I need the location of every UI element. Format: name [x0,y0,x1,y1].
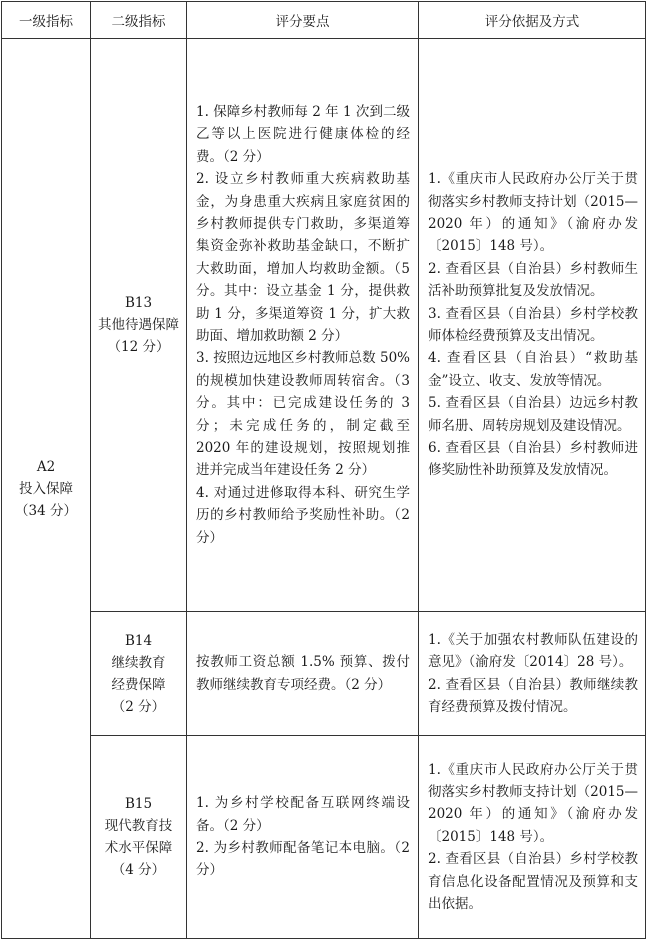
b13-basis-1: 1.《重庆市人民政府办公厅关于贯彻落实乡村教师支持计划（2015—2020 年）的通知》（渝府办发〔2015〕148 号）。 [428,171,638,255]
b13-point-2: 2. 设立乡村教师重大疾病救助基金，为身患重大疾病且家庭贫困的乡村教师提供专门救助，多渠道筹集资金弥补救助基金缺口，不断扩大救助面，增加人均救助金额。（5 分。其中：设立基金 1 分，提供救助 1 分，多渠道筹资 1 分，扩大救助面、增加救助额 2 分） [196,171,410,344]
b15-basis-2: 2. 查看区县（自治县）乡村学校教育信息化设备配置情况及预算和支出依据。 [428,851,638,913]
b15-point-2: 2. 为乡村教师配备笔记本电脑。（2 分） [196,840,410,879]
b14-name-line-2: 经费保障 [111,676,166,693]
header-scoring-points: 评分要点 [187,2,419,39]
b13-point-1: 1. 保障乡村教师每 2 年 1 次到二级乙等以上医院进行健康体检的经费。（2 分） [196,103,410,165]
secondary-indicator-b15 [91,736,187,939]
b15-name-line-2: 术水平保障 [104,840,173,856]
b15-basis-1: 1.《重庆市人民政府办公厅关于贯彻落实乡村教师支持计划（2015—2020 年）的通知》（渝府办发〔2015〕148 号）。 [428,761,638,845]
header-scoring-basis: 评分依据及方式 [419,2,646,39]
header-primary-indicator: 一级指标 [2,2,91,39]
evaluation-table [1,1,646,939]
b15-name-line-1: 现代教育技 [104,818,173,834]
b13-scoring-basis [419,39,646,612]
a2-code: A2 [36,458,56,475]
b14-scoring-points [187,612,419,736]
b15-point-1: 1. 为乡村学校配备互联网终端设备。（2 分） [196,795,410,834]
table-row-b14 [2,612,646,736]
b13-basis-5: 5. 查看区县（自治县）边远乡村教师名册、周转房规划及建设情况。 [428,395,638,434]
b14-score: （2 分） [111,698,166,715]
b14-point-1: 按教师工资总额 1.5% 预算、拨付教师继续教育专项经费。（2 分） [196,654,410,693]
b15-score: （4 分） [111,862,166,878]
b13-basis-3: 3. 查看区县（自治县）乡村学校教师体检经费预算及支出情况。 [428,305,638,344]
b13-basis-6: 6. 查看区县（自治县）乡村教师进修奖励性补助预算及发放情况。 [428,440,638,479]
b13-basis-4: 4. 查看区县（自治县）“救助基金”设立、收支、发放等情况。 [428,350,638,389]
b15-scoring-basis [419,736,646,939]
b13-score: （12 分） [107,339,170,355]
a2-name: 投入保障 [19,480,73,497]
header-secondary-indicator: 二级指标 [91,2,187,39]
primary-indicator-a2 [2,39,91,939]
b14-name-line-1: 继续教育 [111,654,166,671]
table-row-b13 [2,39,646,612]
b13-name: 其他待遇保障 [98,317,179,333]
header-row [2,2,646,39]
b14-scoring-basis [419,612,646,736]
b13-point-3: 3. 按照边远地区乡村教师总数 50% 的规模加快建设教师周转宿舍。（3 分。其中：已完成建设任务的 3 分；未完成任务的，制定截至 2020 年的建设规划，按照规划推进并完成当年建设任务 2 分） [196,350,410,479]
b13-basis-2: 2. 查看区县（自治县）乡村教师生活补助预算批复及发放情况。 [428,260,638,300]
b13-code: B13 [124,295,153,311]
secondary-indicator-b13 [91,39,187,612]
b14-basis-1: 1.《关于加强农村教师队伍建设的意见》（渝府发〔2014〕28 号）。 [428,631,638,671]
b13-point-4: 4. 对通过进修取得本科、研究生学历的乡村教师给予奖励性补助。（2 分） [196,484,410,546]
b13-scoring-points [187,39,419,612]
b15-scoring-points [187,736,419,939]
a2-score: （34 分） [15,502,77,519]
b14-code: B14 [124,632,153,649]
secondary-indicator-b14 [91,612,187,736]
b15-code: B15 [124,796,153,812]
b14-basis-2: 2. 查看区县（自治县）教师继续教育经费预算及拨付情况。 [428,676,638,715]
table-row-b15 [2,736,646,939]
